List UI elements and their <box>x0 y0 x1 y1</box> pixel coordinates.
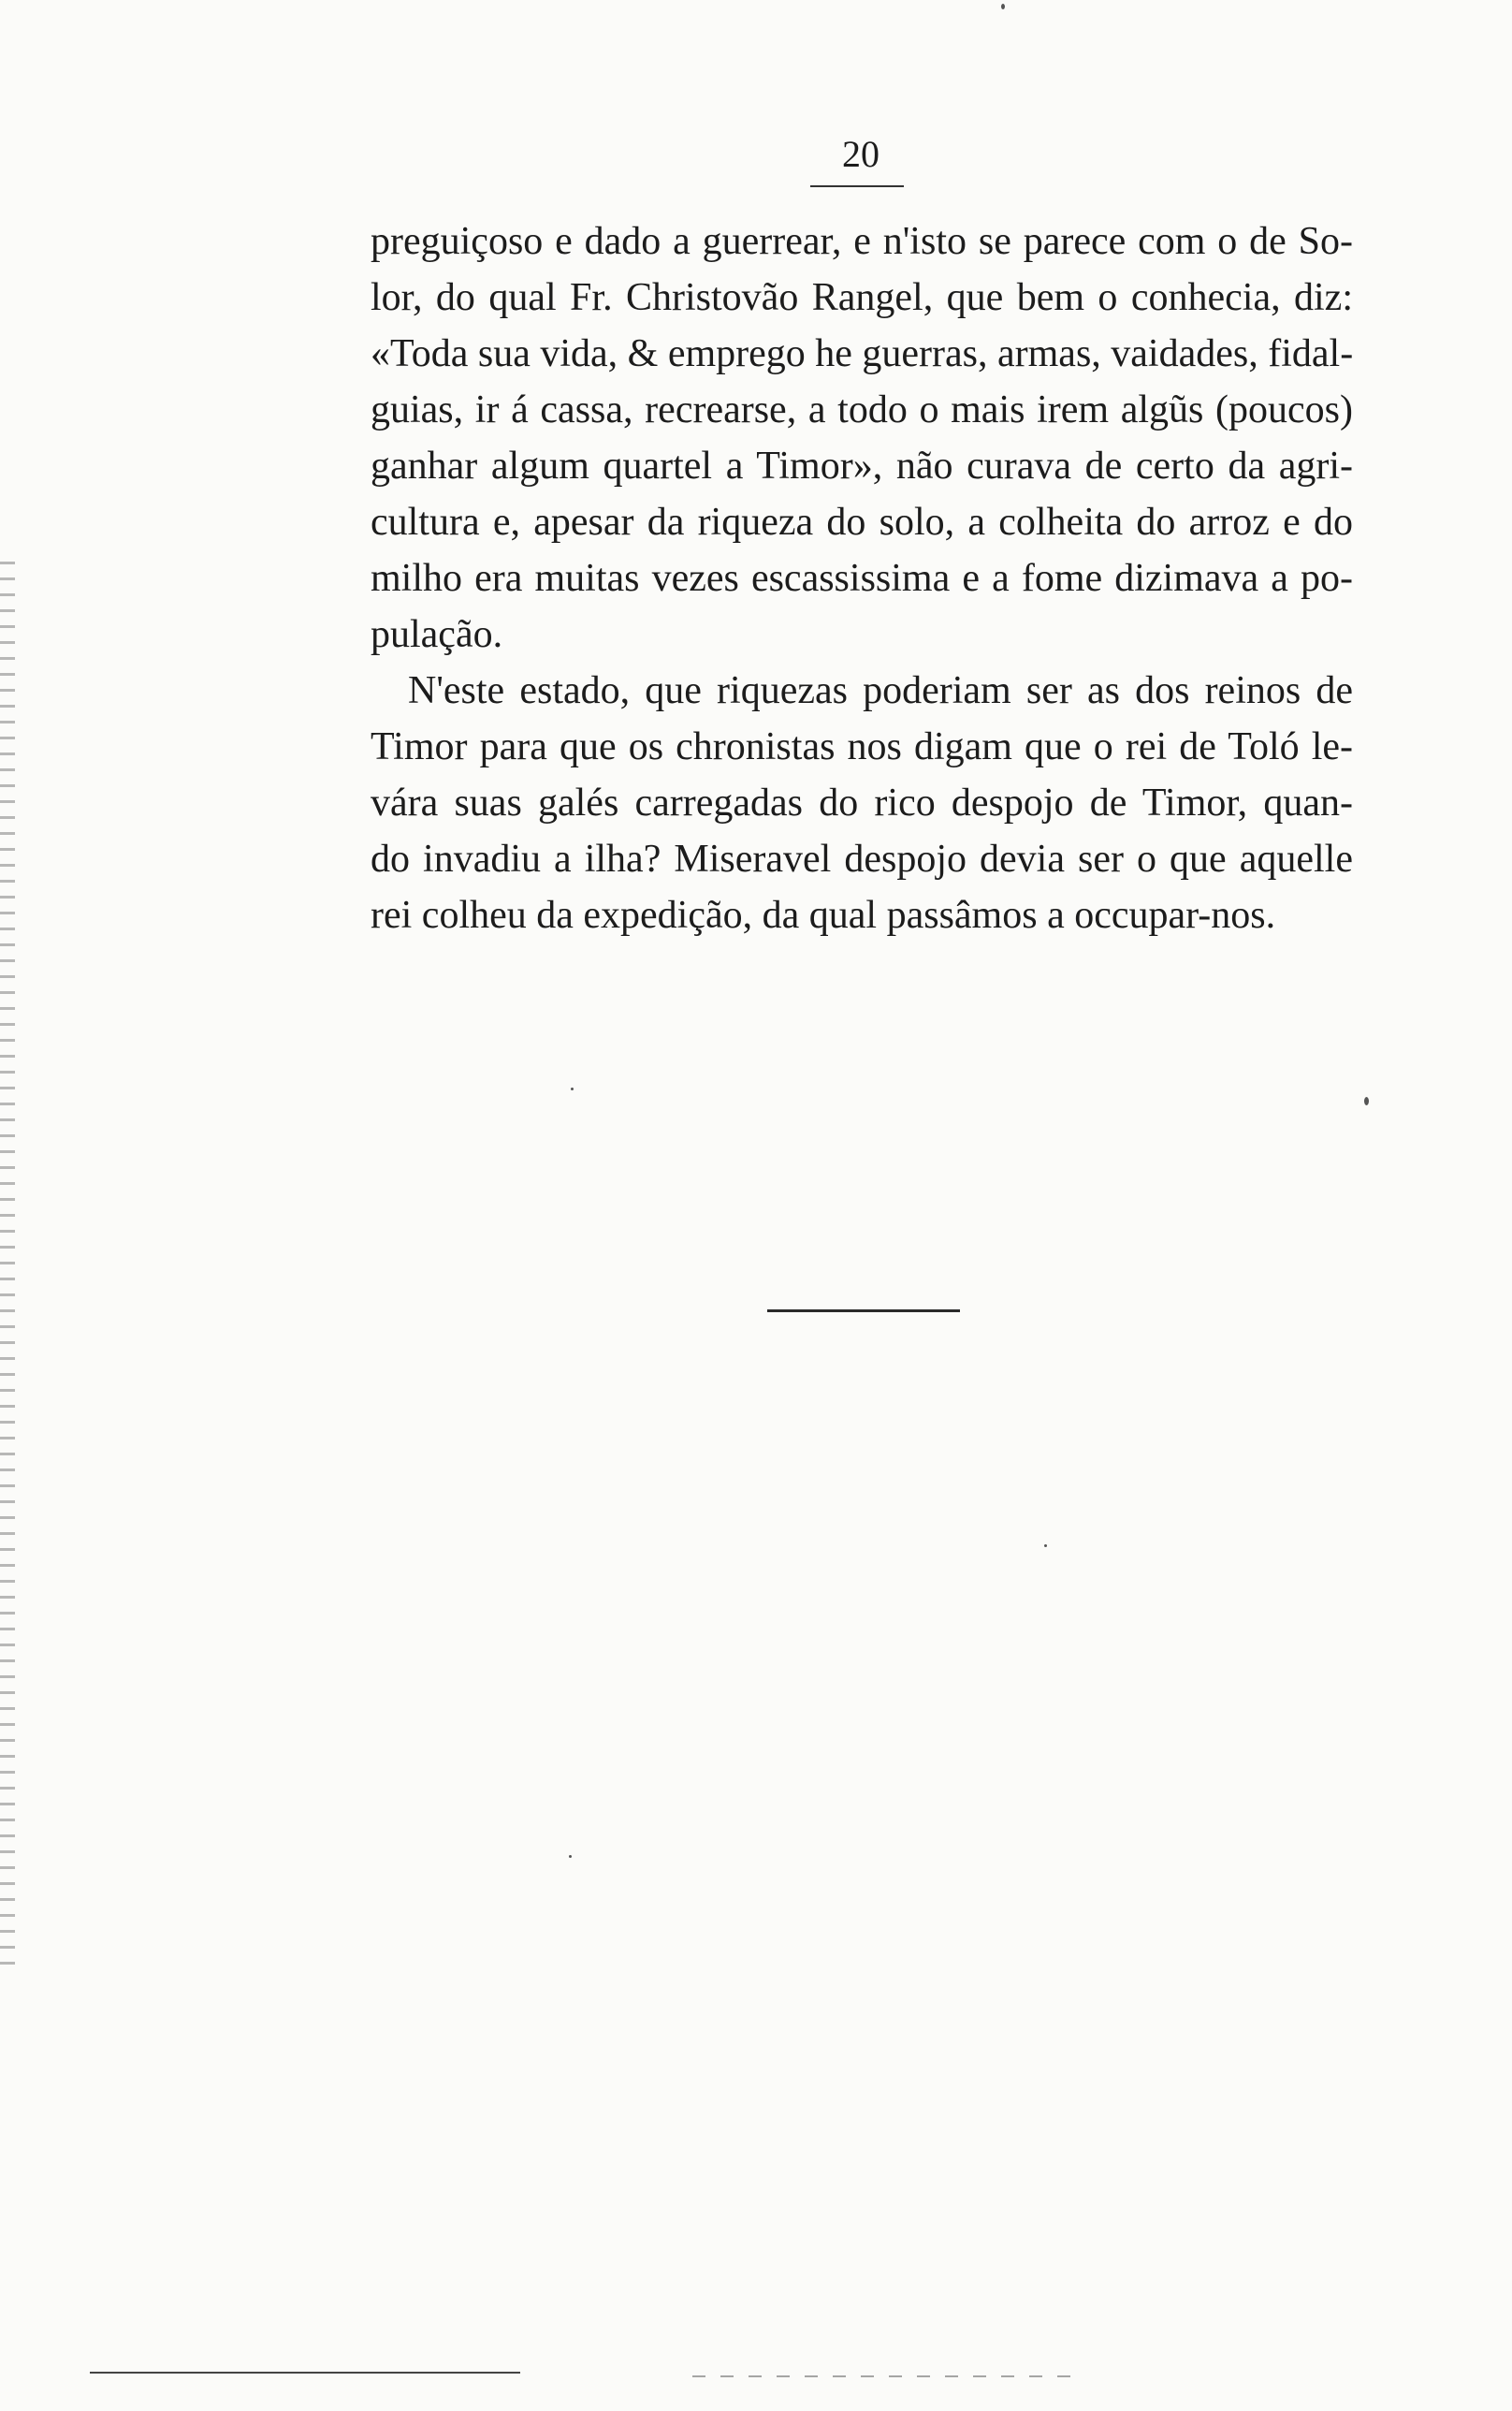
ink-speck <box>1044 1544 1047 1547</box>
text-line: cultura e, apesar da riqueza do solo, a colheita do arroz e do <box>371 501 1353 544</box>
page-number: 20 <box>842 133 880 175</box>
scan-bottom-edge-faint <box>692 2375 1085 2377</box>
text-line: N'este estado, que riquezas poderiam ser as dos reinos de <box>408 669 1353 712</box>
page-number-rule <box>810 185 904 187</box>
section-end-rule <box>767 1309 960 1312</box>
ink-speck <box>571 1088 574 1090</box>
text-line: vára suas galés carregadas do rico despojo de Timor, quan- <box>371 782 1353 825</box>
text-line: milho era muitas vezes escassissima e a fome dizimava a po- <box>371 557 1353 600</box>
ink-speck <box>1364 1097 1369 1105</box>
ink-speck <box>569 1855 572 1858</box>
body-text <box>371 213 1353 943</box>
text-line: lor, do qual Fr. Christovão Rangel, que bem o conhecia, diz: <box>371 276 1353 319</box>
scan-margin-shadow <box>0 562 15 1965</box>
scan-bottom-edge <box>90 2372 520 2374</box>
text-line: guias, ir á cassa, recrearse, a todo o mais irem algũs (poucos) <box>371 388 1353 431</box>
text-line: rei colheu da expedição, da qual passâmos a occupar-nos. <box>371 894 1276 937</box>
text-line: Timor para que os chronistas nos digam que o rei de Toló le- <box>371 725 1353 768</box>
text-line: «Toda sua vida, & emprego he guerras, armas, vaidades, fidal- <box>371 332 1353 375</box>
text-line: preguiçoso e dado a guerrear, e n'isto se parece com o de So- <box>371 220 1353 263</box>
text-line: do invadiu a ilha? Miseravel despojo devia ser o que aquelle <box>371 838 1353 881</box>
text-line: pulação. <box>371 613 503 656</box>
ink-speck <box>1001 4 1005 9</box>
text-line: ganhar algum quartel a Timor», não curava de certo da agri- <box>371 445 1353 488</box>
